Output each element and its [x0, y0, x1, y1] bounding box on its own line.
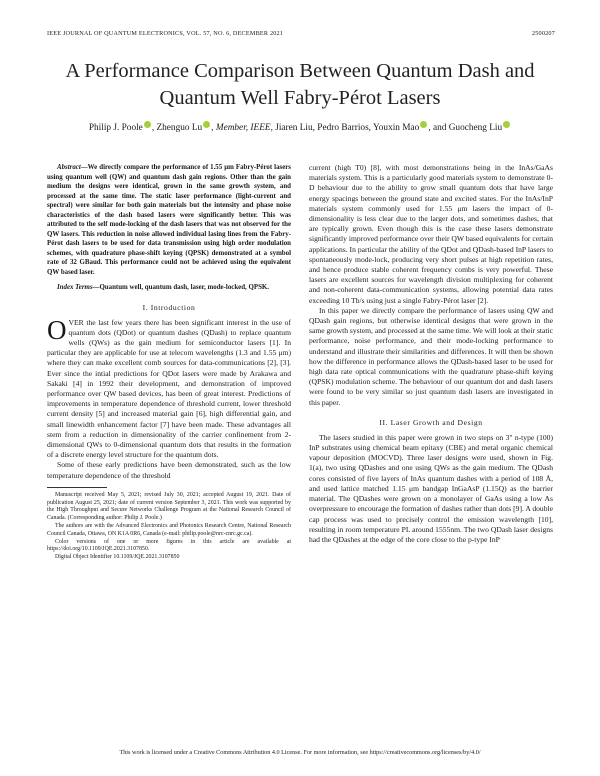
index-terms: [47, 283, 291, 293]
author-name: and Guocheng Liu: [432, 123, 503, 133]
running-head: [47, 30, 555, 40]
orcid-icon[interactable]: [203, 121, 210, 128]
paragraph: [47, 314, 291, 461]
paragraph-text: VER the last few years there has been significant interest in the use of quantum dots (QDot) or quantum dashes (QDash) to replace quantum wells (QWs) as the gain medium for semiconductor lasers [1]. In particular they are applicable for use at telecom wavelengths (1.3 and 1.55 μm) where they can make excellent comb sources for data-communications [2], [3]. Ever since the intial predictions for QDot lasers were made by Arakawa and Sakaki [4] in 1992 their development, and demonstration of improved performance over QW based devices, has been of great interest. Predictions of improvements in temperature dependence of threshold current, lower threshold current density [5] and increased material gain [6], high differential gain, and small linewidth enhancement factor [7] have been made. These advantages all stem from a reduction in dimensionality of the carrier confinement from 2-dimensional QWs to 0-dimensional quantum dots that results in the formation of a discrete energy level structure for the quantum dots.: [47, 317, 291, 460]
footnote-divider: [47, 487, 107, 488]
author-membership: Member, IEEE: [215, 123, 271, 133]
paper-title: A Performance Comparison Between Quantum Dash and Quantum Well Fabry-Pérot Lasers: [65, 60, 535, 109]
drop-cap: O: [47, 314, 67, 345]
footnotes: [47, 492, 291, 562]
author-name: Zhenguo Lu: [156, 123, 203, 133]
orcid-icon[interactable]: [420, 121, 427, 128]
license-notice: This work is licensed under a Creative Commons Attribution 4.0 License. For more information, see https://creativecommons.org/licenses/by/4.0/: [119, 749, 481, 756]
footnote-doi: Digital Object Identifier 10.1109/JQE.2021.3107850: [55, 554, 180, 561]
abstract-text: We directly compare the performance of 1.55 μm Fabry-Pérot lasers using quantum well (QW) and quantum dash gain regions. Other than the gain medium the designs were identical, grown in the same growth system, and processed at the same time. The static laser performance (light-current and spectral) were similar for both gain materials but the intensity and phase noise characteristics of the dash based lasers were significantly better. This was attributed to the self mode-locking of the dash lasers that was not observed for the QW lasers. This reduction in noise allowed individual lasing lines from the Fabry-Pérot dash lasers to be used for data transmission using high order modulation schemes, with quadrature phase-shift keying (QPSK) demonstrated at a symbol rate of 32 GBaud. This performance could not be achieved using the equivalent QW based laser.: [47, 164, 291, 276]
footnote-affiliation: The authors are with the Advanced Electronics and Photonics Research Centre, National Research Council Canada, Ottawa, ON K1A 0R6, Canada (e-mail: philip.poole@nrc-cnrc.gc.ca).: [47, 522, 291, 537]
index-terms-text: Quantum well, quantum dash, laser, mode-locked, QPSK.: [99, 284, 269, 291]
journal-citation: IEEE JOURNAL OF QUANTUM ELECTRONICS, VOL. 57, NO. 6, DECEMBER 2021: [47, 30, 284, 37]
author-name: Jiaren Liu, Pedro Barrios, Youxin Mao: [275, 123, 420, 133]
orcid-icon[interactable]: [503, 121, 510, 128]
paragraph: In this paper we directly compare the performance of lasers using QW and QDash gain regions, but otherwise identical designs that were grown in the same growth system, and processed at the same time. We will look at their static performance, noise performance, and their mode-locking performance to understand and illustrate their similarities and differences. It will then be shown how the difference in performance allows the QDash-based laser to be used for high data rate optical communications with the quadrature phase-shift keying (QPSK) modulation scheme. The behaviour of our quantum dot and dash lasers were found to be very similar so just quantum dash lasers are investigated in this paper.: [309, 305, 553, 407]
author-name: Philip J. Poole: [88, 123, 143, 133]
orcid-icon[interactable]: [144, 121, 151, 128]
author-list: Philip J. Poole , Zhenguo Lu , Member, IEEE, Jiaren Liu, Pedro Barrios, Youxin Mao , and Guocheng Liu: [30, 121, 570, 134]
index-terms-label: Index Terms—: [57, 284, 100, 291]
paragraph: The lasers studied in this paper were grown in two steps on 3" n-type (100) InP substrates using chemical beam epitaxy (CBE) and metal organic chemical vapour deposition (MOCVD). Three laser designs were used, shown in Fig. 1(a), two using QDashes and one using QWs as the gain medium. The QDash cores consisted of five layers of InAs quantum dashes with a period of 108 Å, and used lattice matched 1.15 μm bandgap InGaAsP (1.15Q) as the barrier material. The QDashes were grown on a monolayer of GaAs using a low As overpressure to encourage the formation of dashes rather than dots [9]. A double cap process was used to precisely control the emission wavelength [10], resulting in room temperature PL around 1555nm. The two QDash laser designs had the QDashes at the edge of the core close to the p-type InP: [309, 432, 553, 544]
footnote-color: Color versions of one or more figures in this article are available at https://doi.org/10.1109/JQE.2021.3107850.: [47, 538, 291, 553]
footnote-manuscript: Manuscript received May 5, 2021; revised July 30, 2021; accepted August 19, 2021. Date of publication August 25, 2021; date of current version September 3, 2021. This work was supported by the High Throughput and Secure Networks Challenge Program at the National Research Council of Canada. (Corresponding author: Philip J. Poole.): [47, 491, 291, 522]
paragraph: current (high T0) [8], with most demonstrations being in the InAs/GaAs materials system. This is a particularly good materials system to demonstrate 0-D behaviour due to the ability to grow small quantum dots that have large energy spacings between the ground state and excited states. For the InAs/InP materials system commonly used for 1.55 μm lasers the impact of 0-dimensionality is less clear due to the larger dots, and sometimes dashes, that are typically grown. Even though this is the case these lasers demonstrate significantly improved performance over their QW based equivalents for certain applications. In particular the ability of the QDot and QDash-based InP lasers to spontaneously mode-lock, producing very short pulses at high repetition rates, and hence produce stable coherent frequency combs is very powerful. These lasers are excellent sources for wavelength division multiplexing for coherent and non-coherent data-communication systems, allowing potential data rates exceeding 10 Tb/s using just a single Fabry-Pérot laser [2].: [309, 163, 553, 305]
left-column: [47, 163, 291, 562]
section-heading: I. Introduction: [142, 302, 196, 312]
abstract-label: Abstract—: [57, 164, 88, 171]
right-column: [309, 163, 553, 545]
article-number: 2500207: [531, 30, 555, 37]
abstract: [47, 163, 291, 277]
paragraph: Some of these early predictions have been demonstrated, such as the low temperature dependence of the threshold: [47, 460, 291, 480]
section-heading: II. Laser Growth and Design: [379, 417, 483, 427]
